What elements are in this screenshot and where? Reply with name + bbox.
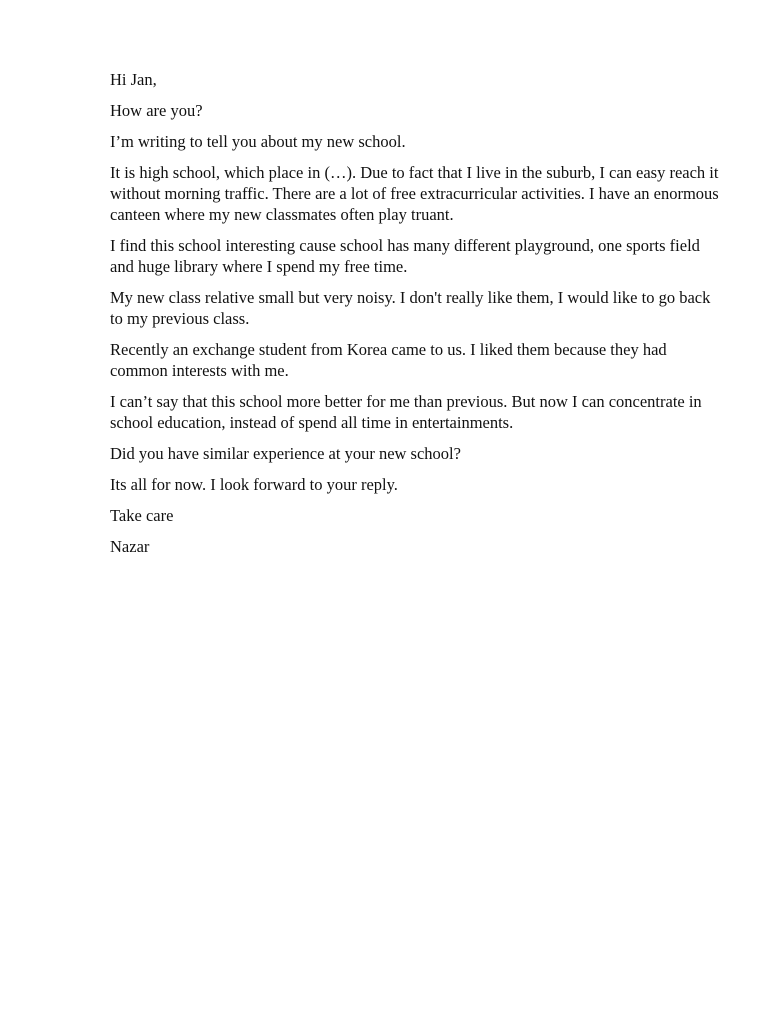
letter-paragraph: Its all for now. I look forward to your reply. (110, 475, 398, 494)
letter-paragraph: Did you have similar experience at your new school? (110, 444, 461, 463)
letter-paragraph: How are you? (110, 101, 203, 120)
letter-paragraph: Recently an exchange student from Korea came to us. I liked them because they had common interests with me. (110, 340, 667, 380)
letter-body (110, 69, 720, 567)
letter-paragraph: My new class relative small but very noisy. I don't really like them, I would like to go back to my previous class. (110, 288, 711, 328)
letter-paragraph: It is high school, which place in (…). Due to fact that I live in the suburb, I can easy reach it without morning traffic. There are a lot of free extracurricular activities. I have an enormous canteen where my new classmates often play truant. (110, 163, 719, 224)
letter-paragraph: I’m writing to tell you about my new school. (110, 132, 406, 151)
letter-closing: Take care (110, 506, 174, 525)
letter-greeting: Hi Jan, (110, 70, 157, 89)
letter-signature: Nazar (110, 537, 150, 556)
letter-paragraph: I can’t say that this school more better for me than previous. But now I can concentrate in school education, instead of spend all time in entertainments. (110, 392, 702, 432)
letter-paragraph: I find this school interesting cause school has many different playground, one sports field and huge library where I spend my free time. (110, 236, 700, 276)
